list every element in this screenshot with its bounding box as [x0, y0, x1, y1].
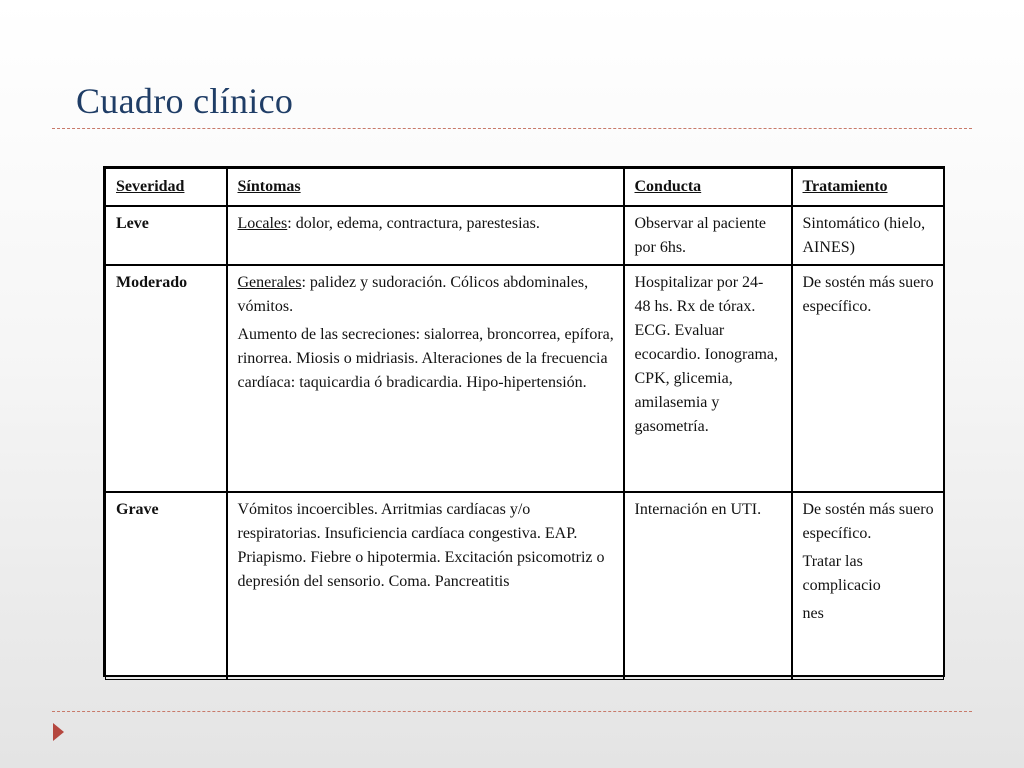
table-header-row [106, 169, 944, 207]
cell-tratamiento [792, 492, 944, 679]
header-tratamiento: Tratamiento [792, 169, 944, 207]
table-row [106, 492, 944, 679]
slide-title: Cuadro clínico [76, 81, 294, 121]
table-row [106, 265, 944, 492]
table-row [106, 206, 944, 265]
cell-severidad: Grave [106, 492, 227, 679]
cell-sintomas: Vómitos incoercibles. Arritmias cardíacas y/o respiratorias. Insuficiencia cardíaca congestiva. EAP. Priapismo. Fiebre o hipotermia. Excitación psicomotriz o depresión del sensorio. Coma. Pancreatitis [227, 492, 624, 679]
treatment-extra-2: nes [802, 605, 824, 622]
cell-conducta: Observar al paciente por 6hs. [624, 206, 792, 265]
header-sintomas: Síntomas [227, 169, 624, 207]
cell-sintomas [227, 206, 624, 265]
treatment-extra-1: Tratar las complicacio [802, 553, 881, 594]
cell-tratamiento: De sostén más suero específico. [792, 265, 944, 492]
top-divider [52, 128, 972, 129]
symptom-text: : palidez y sudoración. Cólicos abdominales, vómitos. [237, 274, 589, 315]
header-severidad: Severidad [106, 169, 227, 207]
bottom-divider [52, 711, 972, 712]
cell-tratamiento: Sintomático (hielo, AINES) [792, 206, 944, 265]
cell-conducta: Hospitalizar por 24- 48 hs. Rx de tórax. ECG. Evaluar ecocardio. Ionograma, CPK, glicemia, amilasemia y gasometría. [624, 265, 792, 492]
cell-severidad: Leve [106, 206, 227, 265]
header-conducta: Conducta [624, 169, 792, 207]
clinical-table [103, 166, 945, 677]
symptom-type-label: Locales [237, 215, 288, 232]
treatment-text: De sostén más suero específico. [802, 501, 934, 542]
triangle-right-icon [53, 723, 64, 741]
symptom-text-extra: Aumento de las secreciones: sialorrea, broncorrea, epífora, rinorrea. Miosis o midriasis. Alteraciones de la frecuencia cardíaca: taquicardia ó bradicardia. Hipo-hipertensión. [237, 326, 614, 391]
cell-severidad: Moderado [106, 265, 227, 492]
cell-sintomas [227, 265, 624, 492]
cell-conducta: Internación en UTI. [624, 492, 792, 679]
symptom-text: : dolor, edema, contractura, parestesias. [287, 215, 540, 232]
symptom-type-label: Generales [237, 274, 302, 291]
